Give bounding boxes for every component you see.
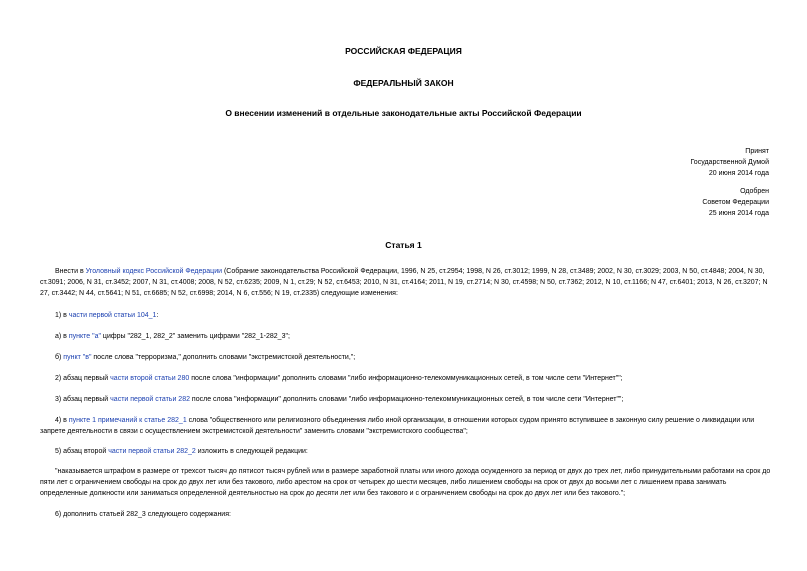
item-4-text: 4) в [55, 417, 69, 424]
item-2-text: 2) абзац первый [55, 375, 111, 382]
item-2-suffix: после слова "информации" дополнить словами "либо информационно-телекоммуникационных сетей, в том числе сети "Интернет""; [189, 375, 623, 382]
item-4 [40, 415, 775, 437]
article-heading: Статья 1 [385, 240, 422, 250]
item-6-text: 6) дополнить статьей 282_3 следующего содержания: [55, 511, 231, 518]
item-5 [40, 446, 775, 457]
item-1 [40, 310, 775, 321]
item-5-text: 5) абзац второй [55, 448, 109, 455]
item-3-suffix: после слова "информации" дополнить словами "либо информационно-телекоммуникационных сетей, в том числе сети "Интернет""; [189, 396, 624, 403]
item-1b [40, 352, 775, 363]
item-3-text: 3) абзац первый [55, 396, 111, 403]
adoption-block [690, 146, 769, 179]
criminal-code-link[interactable]: Уголовный кодекс Российской Федерации [85, 268, 223, 275]
article-282-1-notes-link[interactable]: пункте 1 примечаний к статье 282_1 [68, 417, 187, 424]
approved-label: Одобрен [740, 188, 769, 195]
item-1b-suffix: после слова "терроризма," дополнить словами "экстремистской деятельности,"; [91, 354, 356, 361]
law-type-heading: ФЕДЕРАЛЬНЫЙ ЗАКОН [353, 78, 454, 88]
article-280-link[interactable]: части второй статьи 280 [110, 375, 190, 382]
accepted-by: Государственной Думой [690, 159, 769, 166]
country-heading: РОССИЙСКАЯ ФЕДЕРАЦИЯ [345, 46, 462, 56]
item-1a-text: а) в [55, 333, 69, 340]
accepted-label: Принят [745, 148, 769, 155]
item-5-suffix: изложить в следующей редакции: [195, 448, 308, 455]
intro-citation-text: (Собрание законодательства Российской Федерации, 1996, N 25, ст.2954; 1998, N 26, ст.3012; 1999, N 28, ст.3489; 2002, N 30, ст.3029; 2003, N 50, ст.4848; 2004, N 30, ст.3091; 2006, N 31, ст.3452; 2007, N 31, ст.4008; 2008, N 52, ст.6235; 2009, N 1, ст.29; N 52, ст.6453; 2010, N 31, ст.4164; 2011, N 19, ст.2714; N 30, ст.4598; N 50, ст.7362; 2012, N 10, ст.1166; N 47, ст.6401; 2013, N 26, ст.3207; N 27, ст.3442; N 44, ст.5641; N 51, ст.6685; N 52, ст.6998; 2014, N 6, ст.556; N 19, ст.2335) следующие изменения: [40, 268, 768, 297]
article-282-2-link[interactable]: части первой статьи 282_2 [108, 448, 196, 455]
item-4-suffix: слова "общественного или религиозного объединения либо иной организации, в отношении которых судом принято вступившее в законную силу решение о ликвидации или запрете деятельности в связи с осуществлением экстремистской деятельности" заменить словами "экстремистского сообщества"; [40, 417, 755, 435]
article-104-1-link[interactable]: части первой статьи 104_1 [68, 312, 157, 319]
quote-body: "наказывается штрафом в размере от трехсот тысяч до пятисот тысяч рублей или в размере заработной платы или иного дохода осужденного за период от двух до трех лет, либо принудительными работами на срок до пяти лет с ограничением свободы на срок до двух лет или без такового, либо арестом на срок от четырех до шести месяцев, либо лишением свободы на срок от двух до восьми лет с лишением права занимать определенные должности или заниматься определенной деятельностью на срок до десяти лет или без такового и с ограничением свободы на срок до двух лет или без такового."; [40, 468, 771, 497]
item-1a [40, 331, 775, 342]
item-3 [40, 394, 775, 405]
point-v-link[interactable]: пункт "в" [63, 354, 92, 361]
item-1-suffix: : [156, 312, 159, 319]
approved-by: Советом Федерации [702, 199, 769, 206]
item-6 [40, 509, 775, 520]
approval-block [702, 186, 769, 219]
article-282-link[interactable]: части первой статьи 282 [110, 396, 190, 403]
intro-text: Внести в [55, 268, 86, 275]
approved-date: 25 июня 2014 года [708, 210, 769, 217]
item-1-text: 1) в [55, 312, 69, 319]
article-intro [40, 266, 775, 299]
point-a-link[interactable]: пункте "а" [68, 333, 101, 340]
item-2 [40, 373, 775, 384]
accepted-date: 20 июня 2014 года [708, 170, 769, 177]
item-1b-text: б) [55, 354, 64, 361]
item-1a-suffix: цифры "282_1, 282_2" заменить цифрами "282_1-282_3"; [100, 333, 290, 340]
quoted-text [40, 466, 775, 499]
law-title: О внесении изменений в отдельные законодательные акты Российской Федерации [225, 108, 582, 118]
